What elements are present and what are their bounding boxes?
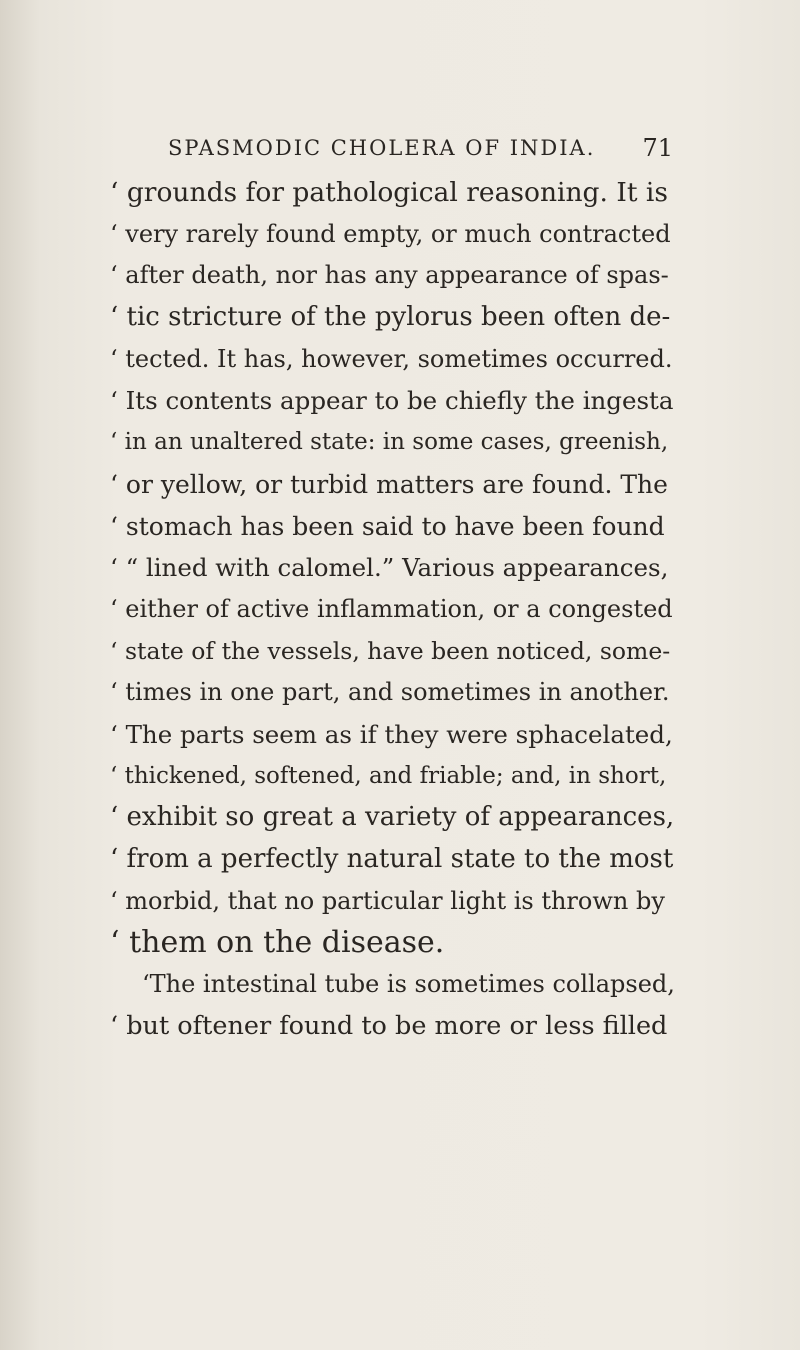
text-line: ‘ Its contents appear to be chiefly the ingesta (110, 386, 674, 416)
page-header (168, 133, 673, 163)
text-line: ‘ them on the disease. (110, 925, 445, 961)
text-line: ‘ from a perfectly natural state to the most (110, 844, 674, 874)
text-line: ‘ state of the vessels, have been noticed, some- (110, 636, 671, 665)
paragraph-start-line: ‘The intestinal tube is sometimes collapsed, (142, 970, 675, 999)
text-line: ‘ grounds for pathological reasoning. It is (110, 177, 668, 208)
text-line: ‘ very rarely found empty, or much contracted (110, 219, 671, 248)
page-number: 71 (642, 134, 673, 162)
text-line: ‘ exhibit so great a variety of appearances, (110, 802, 675, 833)
text-line: ‘ or yellow, or turbid matters are found. The (110, 469, 668, 499)
text-line: ‘ tected. It has, however, sometimes occurred. (110, 344, 673, 373)
text-line: ‘ morbid, that no particular light is thrown by (110, 886, 665, 915)
text-line: ‘ tic stricture of the pylorus been often de- (110, 302, 671, 333)
text-line: ‘ stomach has been said to have been found (110, 511, 665, 541)
running-title: SPASMODIC CHOLERA OF INDIA. (168, 136, 596, 160)
text-line: ‘ The parts seem as if they were sphacelated, (110, 719, 673, 749)
text-line: ‘ “ lined with calomel.” Various appearances, (110, 553, 669, 583)
text-line: ‘ but oftener found to be more or less filled (110, 1010, 668, 1041)
text-line: ‘ times in one part, and sometimes in another. (110, 678, 670, 707)
text-line: ‘ after death, nor has any appearance of spas- (110, 261, 669, 290)
text-line: ‘ in an unaltered state: in some cases, greenish, (110, 429, 669, 456)
text-line: ‘ thickened, softened, and friable; and, in short, (110, 762, 667, 789)
text-line: ‘ either of active inflammation, or a congested (110, 594, 673, 623)
body-text (110, 172, 675, 1047)
